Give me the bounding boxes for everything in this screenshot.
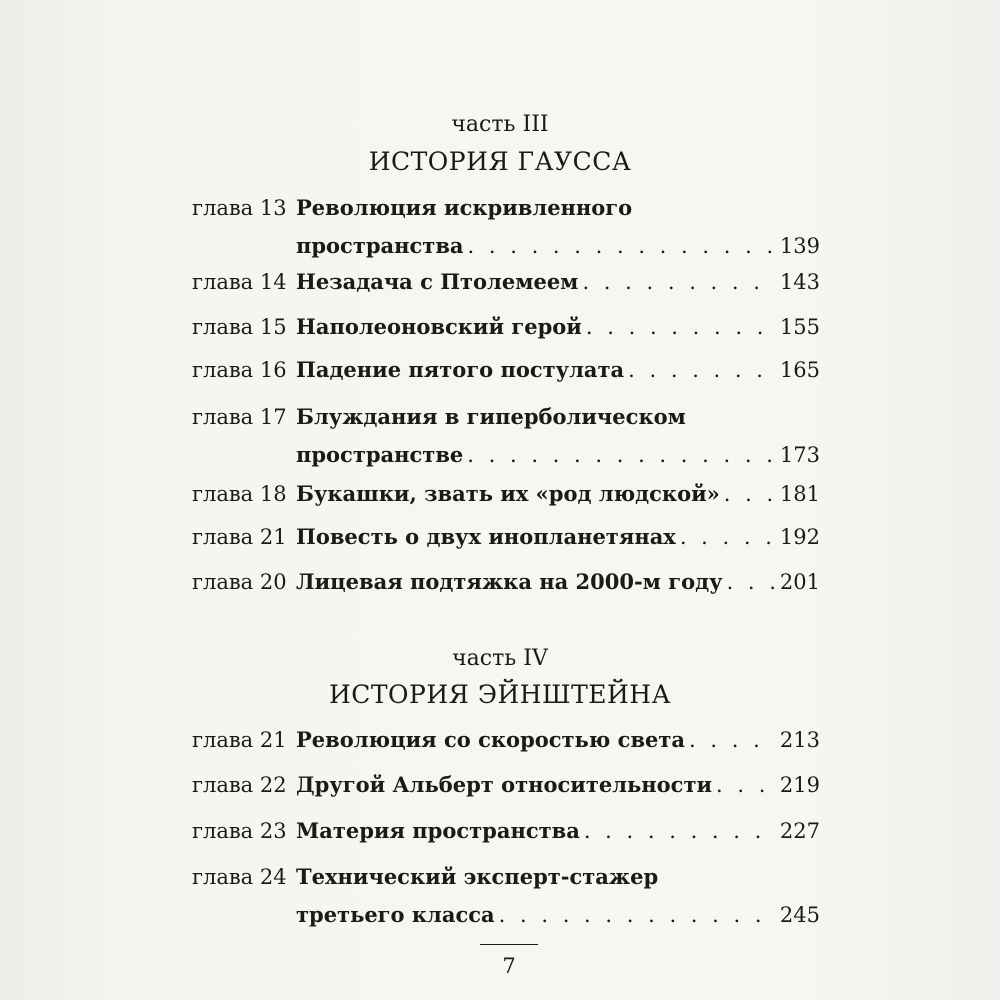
chapter-title: Лицевая подтяжка на 2000-м году xyxy=(296,569,723,594)
chapter-title: Наполеоновский герой xyxy=(296,314,582,339)
chapter-title: Технический эксперт-стажер xyxy=(296,864,659,889)
part-4-title: ИСТОРИЯ ЭЙНШТЕЙНА xyxy=(328,680,672,709)
page-ref: 192 xyxy=(779,525,820,549)
dot-leader xyxy=(689,721,776,759)
chapter-title: Другой Альберт относительности xyxy=(296,772,713,797)
footer-rule xyxy=(480,944,538,945)
page-ref: 213 xyxy=(779,728,820,752)
dot-leader xyxy=(724,475,776,513)
dot-leader xyxy=(628,351,776,389)
dot-leader xyxy=(468,227,776,265)
dot-leader xyxy=(680,518,776,556)
chapter-title: Повесть о двух инопланетянах xyxy=(296,524,676,549)
chapter-label: глава 23 xyxy=(192,819,287,843)
page-ref: 245 xyxy=(779,903,820,927)
page-ref: 165 xyxy=(779,358,820,382)
chapter-label: глава 16 xyxy=(192,358,287,382)
page-ref: 181 xyxy=(779,482,820,506)
chapter-label: глава 22 xyxy=(192,773,287,797)
chapter-title: Революция искривленного xyxy=(296,195,633,220)
page-ref: 139 xyxy=(779,234,820,258)
chapter-title: Революция со скоростью света xyxy=(296,727,686,752)
page-number: 7 xyxy=(502,954,516,978)
dot-leader xyxy=(727,563,776,601)
chapter-label: глава 15 xyxy=(192,315,287,339)
dot-leader xyxy=(584,812,776,850)
chapter-label: глава 24 xyxy=(192,865,287,889)
page-ref: 201 xyxy=(779,570,820,594)
part-3-title: ИСТОРИЯ ГАУССА xyxy=(368,147,632,176)
chapter-label: глава 20 xyxy=(192,570,287,594)
dot-leader xyxy=(586,308,776,346)
chapter-label: глава 17 xyxy=(192,405,287,429)
chapter-title: Букашки, звать их «род людской» xyxy=(296,481,720,506)
chapter-label: глава 21 xyxy=(192,525,287,549)
dot-leader xyxy=(716,766,776,804)
part-3-label: часть III xyxy=(451,112,549,137)
chapter-title-cont: пространства xyxy=(296,233,464,258)
chapter-title: Падение пятого постулата xyxy=(296,357,625,382)
chapter-label: глава 14 xyxy=(192,270,287,294)
dot-leader xyxy=(467,436,776,474)
chapter-title-cont: пространстве xyxy=(296,442,464,467)
chapter-title: Незадача с Птолемеем xyxy=(296,269,579,294)
chapter-label: глава 21 xyxy=(192,728,287,752)
chapter-title: Материя пространства xyxy=(296,818,580,843)
dot-leader xyxy=(582,263,775,301)
chapter-label: глава 13 xyxy=(192,196,287,220)
chapter-title-cont: третьего класса xyxy=(296,902,495,927)
page-ref: 219 xyxy=(779,773,820,797)
chapter-label: глава 18 xyxy=(192,482,287,506)
part-4-label: часть IV xyxy=(452,646,548,671)
dot-leader xyxy=(499,896,776,934)
page-ref: 155 xyxy=(779,315,820,339)
chapter-title: Блуждания в гиперболическом xyxy=(296,404,686,429)
page-ref: 173 xyxy=(779,443,820,467)
page-ref: 143 xyxy=(779,270,820,294)
page-ref: 227 xyxy=(779,819,820,843)
